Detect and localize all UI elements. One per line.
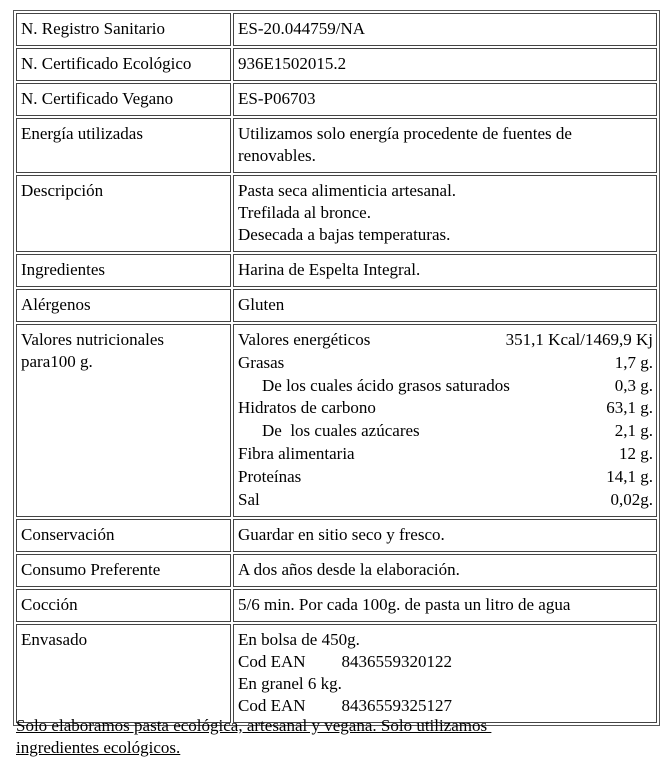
nutrition-item xyxy=(238,375,653,398)
row-alergenos xyxy=(16,289,657,322)
row-valores-nutricionales xyxy=(16,324,657,517)
descripcion-line: Desecada a bajas temperaturas. xyxy=(238,225,451,244)
nutricion-label-line: Valores nutricionales xyxy=(21,330,165,349)
ean-code: 8436559320122 xyxy=(341,652,453,672)
coccion-label: Cocción xyxy=(16,589,231,622)
row-certificado-ecologico xyxy=(16,48,657,81)
nutrition-name: Proteínas xyxy=(238,466,302,486)
nutrition-value: 2,1 g. xyxy=(614,421,653,441)
nutrition-value: 63,1 g. xyxy=(606,398,653,418)
conservacion-label: Conservación xyxy=(16,519,231,552)
nutricion-values xyxy=(233,324,657,517)
nutrition-value: 0,02g. xyxy=(610,489,653,509)
product-spec-sheet xyxy=(13,10,660,726)
footer-line: ingredientes ecológicos. xyxy=(16,738,181,757)
nutrition-item xyxy=(238,466,653,489)
row-descripcion xyxy=(16,175,657,252)
nutrition-list xyxy=(238,329,653,511)
nutrition-value: 0,3 g. xyxy=(614,375,653,395)
eco-label: N. Certificado Ecológico xyxy=(16,48,231,81)
footer-note xyxy=(16,715,616,759)
nutrition-value: 351,1 Kcal/1469,9 Kj xyxy=(505,330,653,349)
row-conservacion xyxy=(16,519,657,552)
nutrition-value: 12 g. xyxy=(619,443,653,463)
nutrition-item xyxy=(238,420,653,443)
ean-line xyxy=(238,651,653,673)
energia-value: Utilizamos solo energía procedente de fuentes de renovables. xyxy=(233,118,657,173)
nutrition-value: 1,7 g. xyxy=(614,352,653,372)
nutrition-name: Grasas xyxy=(238,352,285,372)
row-certificado-vegano xyxy=(16,83,657,116)
envasado-granel: En granel 6 kg. xyxy=(238,674,342,694)
ean-code: 8436559325127 xyxy=(341,696,453,716)
consumo-label: Consumo Preferente xyxy=(16,554,231,587)
row-envasado xyxy=(16,624,657,723)
nutrition-name: Valores energéticos xyxy=(238,330,371,349)
eco-value: 936E1502015.2 xyxy=(233,48,657,81)
nutrition-name: Hidratos de carbono xyxy=(238,398,376,418)
ean-label: Cod EAN xyxy=(238,696,306,716)
nutrition-item xyxy=(238,443,653,466)
ingredientes-value: Harina de Espelta Integral. xyxy=(233,254,657,287)
row-coccion xyxy=(16,589,657,622)
vegano-value: ES-P06703 xyxy=(233,83,657,116)
product-spec-table xyxy=(13,10,660,726)
nutrition-item xyxy=(238,329,653,352)
nutrition-name: De los cuales ácido grasos saturados xyxy=(262,375,510,395)
registro-label: N. Registro Sanitario xyxy=(16,13,231,46)
energia-label: Energía utilizadas xyxy=(16,118,231,173)
row-registro-sanitario xyxy=(16,13,657,46)
envasado-value xyxy=(233,624,657,723)
vegano-label: N. Certificado Vegano xyxy=(16,83,231,116)
coccion-value: 5/6 min. Por cada 100g. de pasta un litro de agua xyxy=(233,589,657,622)
descripcion-line: Trefilada al bronce. xyxy=(238,203,371,222)
consumo-value: A dos años desde la elaboración. xyxy=(233,554,657,587)
row-consumo-preferente xyxy=(16,554,657,587)
descripcion-label: Descripción xyxy=(16,175,231,252)
alergenos-value: Gluten xyxy=(233,289,657,322)
nutricion-label xyxy=(16,324,231,517)
nutrition-name: De los cuales azúcares xyxy=(262,421,420,441)
alergenos-label: Alérgenos xyxy=(16,289,231,322)
descripcion-line: Pasta seca alimenticia artesanal. xyxy=(238,181,457,200)
nutrition-item xyxy=(238,352,653,375)
registro-value: ES-20.044759/NA xyxy=(233,13,657,46)
row-energia xyxy=(16,118,657,173)
row-ingredientes xyxy=(16,254,657,287)
nutrition-item xyxy=(238,489,653,512)
ean-label: Cod EAN xyxy=(238,652,306,672)
footer-line: Solo elaboramos pasta ecológica, artesanal y vegana. Solo utilizamos xyxy=(16,716,492,735)
nutrition-item xyxy=(238,397,653,420)
conservacion-value: Guardar en sitio seco y fresco. xyxy=(233,519,657,552)
envasado-label: Envasado xyxy=(16,624,231,723)
nutricion-label-line: para100 g. xyxy=(21,352,93,371)
ingredientes-label: Ingredientes xyxy=(16,254,231,287)
descripcion-value xyxy=(233,175,657,252)
nutrition-name: Sal xyxy=(238,489,260,509)
nutrition-name: Fibra alimentaria xyxy=(238,443,355,463)
envasado-bolsa: En bolsa de 450g. xyxy=(238,630,360,650)
nutrition-value: 14,1 g. xyxy=(606,466,653,486)
